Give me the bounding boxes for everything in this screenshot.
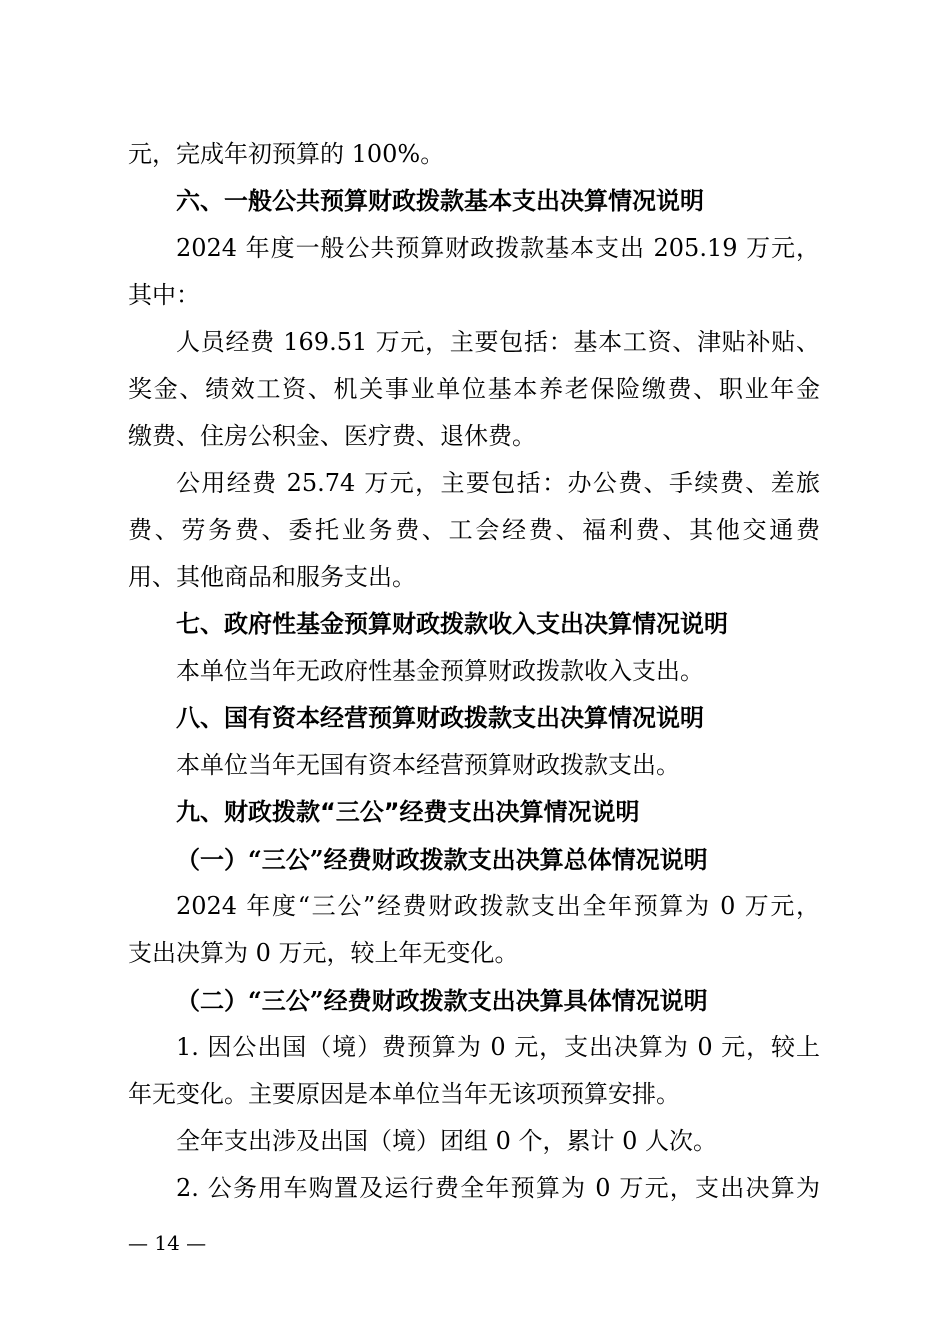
paragraph-line: 用、其他商品和服务支出。	[128, 563, 416, 591]
paragraph-line: 2024 年度“三公”经费财政拨款支出全年预算为 0 万元，	[176, 892, 820, 920]
paragraph-line: 1. 因公出国（境）费预算为 0 元，支出决算为 0 元，较上	[176, 1033, 820, 1061]
document-body	[128, 131, 820, 1212]
paragraph-line: 其中：	[128, 281, 200, 309]
paragraph-line: 人员经费 169.51 万元，主要包括：基本工资、津贴补贴、	[176, 328, 820, 356]
paragraph-line: 奖金、绩效工资、机关事业单位基本养老保险缴费、职业年金	[128, 375, 820, 403]
paragraph-line: 年无变化。主要原因是本单位当年无该项预算安排。	[128, 1080, 680, 1108]
paragraph-line: 2024 年度一般公共预算财政拨款基本支出 205.19 万元，	[176, 234, 820, 262]
subsection-heading-1: （一）“三公”经费财政拨款支出决算总体情况说明	[176, 845, 708, 874]
section-heading-6: 六、一般公共预算财政拨款基本支出决算情况说明	[176, 187, 704, 215]
subsection-heading-2: （二）“三公”经费财政拨款支出决算具体情况说明	[176, 986, 708, 1015]
section-heading-8: 八、国有资本经营预算财政拨款支出决算情况说明	[176, 704, 704, 732]
paragraph-line: 本单位当年无国有资本经营预算财政拨款支出。	[176, 751, 680, 779]
section-heading-7: 七、政府性基金预算财政拨款收入支出决算情况说明	[176, 610, 728, 638]
paragraph-line: 缴费、住房公积金、医疗费、退休费。	[128, 422, 536, 450]
section-heading-9: 九、财政拨款“三公”经费支出决算情况说明	[176, 798, 640, 826]
paragraph-line: 公用经费 25.74 万元，主要包括：办公费、手续费、差旅	[176, 469, 820, 497]
page-number: — 14 —	[128, 1231, 207, 1255]
paragraph-line: 元，完成年初预算的 100%。	[128, 140, 445, 168]
paragraph-line: 费、劳务费、委托业务费、工会经费、福利费、其他交通费	[128, 516, 820, 544]
paragraph-line: 支出决算为 0 万元，较上年无变化。	[128, 939, 519, 967]
paragraph-line: 全年支出涉及出国（境）团组 0 个，累计 0 人次。	[176, 1127, 718, 1155]
paragraph-line: 2. 公务用车购置及运行费全年预算为 0 万元，支出决算为	[176, 1174, 820, 1202]
paragraph-line: 本单位当年无政府性基金预算财政拨款收入支出。	[176, 657, 704, 685]
